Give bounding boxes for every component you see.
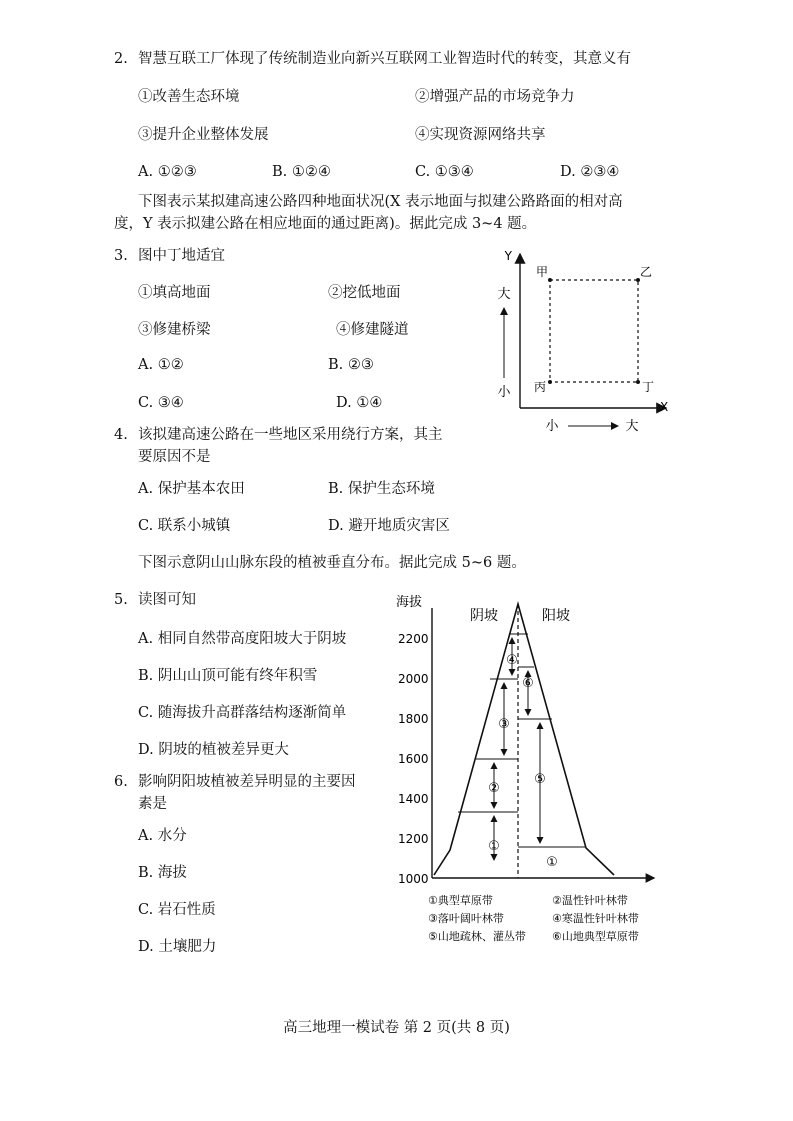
corner-bing: 丙 bbox=[534, 380, 547, 394]
page-footer: 高三地理一模试卷 第 2 页(共 8 页) bbox=[283, 1020, 510, 1036]
legend-1: ①典型草原带 bbox=[428, 894, 493, 907]
q2-stem: 智慧互联工厂体现了传统制造业向新兴互联网工业智造时代的转变，其意义有 bbox=[138, 51, 631, 67]
q2-option-b[interactable]: B. ①②④ bbox=[272, 164, 331, 180]
corner-yi: 乙 bbox=[640, 265, 653, 279]
zone-mark-shady-1: ① bbox=[488, 839, 500, 854]
legend-6: ⑥山地典型草原带 bbox=[552, 930, 639, 943]
q6-option-c[interactable]: C. 岩石性质 bbox=[138, 902, 216, 918]
q4-option-b[interactable]: B. 保护生态环境 bbox=[328, 481, 435, 497]
q4-option-a[interactable]: A. 保护基本农田 bbox=[138, 481, 245, 497]
zone-mark-sunny-6: ⑥ bbox=[522, 676, 534, 691]
zone-mark-shady-3: ③ bbox=[498, 717, 510, 732]
q5-number: 5. bbox=[114, 592, 128, 608]
legend-2: ②温性针叶林带 bbox=[552, 894, 628, 907]
q3-item-1: ①填高地面 bbox=[138, 285, 211, 301]
q2-item-1: ①改善生态环境 bbox=[138, 89, 240, 105]
x-small-label: 小 bbox=[545, 419, 559, 434]
q5-option-b[interactable]: B. 阴山山顶可能有终年积雪 bbox=[138, 668, 318, 684]
altitude-axis-title: 海拔 bbox=[396, 595, 423, 610]
q3-item-4: ④修建隧道 bbox=[336, 322, 409, 338]
y-big-label: 大 bbox=[497, 287, 511, 302]
intro-5-6: 下图示意阴山山脉东段的植被垂直分布。据此完成 5~6 题。 bbox=[138, 555, 526, 571]
tick-1400: 1400 bbox=[398, 792, 429, 806]
q5-option-d[interactable]: D. 阴坡的植被差异更大 bbox=[138, 742, 289, 758]
q4-stem-line1: 该拟建高速公路在一些地区采用绕行方案，其主 bbox=[138, 427, 443, 443]
corner-ding: 丁 bbox=[642, 380, 655, 394]
q4-option-d[interactable]: D. 避开地质灾害区 bbox=[328, 518, 450, 534]
q6-stem-line2: 素是 bbox=[138, 796, 167, 812]
q2-item-4: ④实现资源网络共享 bbox=[415, 127, 546, 143]
zone-mark-shady-4: ④ bbox=[506, 653, 518, 668]
q4-option-c[interactable]: C. 联系小城镇 bbox=[138, 518, 231, 534]
q3-option-c[interactable]: C. ③④ bbox=[138, 395, 184, 411]
q2-option-a[interactable]: A. ①②③ bbox=[138, 164, 197, 180]
q3-option-b[interactable]: B. ②③ bbox=[328, 357, 374, 373]
q2-item-3: ③提升企业整体发展 bbox=[138, 127, 269, 143]
q4-number: 4. bbox=[114, 427, 128, 443]
tick-1600: 1600 bbox=[398, 752, 429, 766]
q6-stem-line1: 影响阴阳坡植被差异明显的主要因 bbox=[138, 774, 356, 790]
tick-1200: 1200 bbox=[398, 832, 429, 846]
y-small-label: 小 bbox=[497, 385, 511, 400]
corner-jia: 甲 bbox=[536, 265, 549, 279]
legend-4: ④寒温性针叶林带 bbox=[552, 912, 639, 925]
q2-number: 2. bbox=[114, 51, 128, 67]
tick-1800: 1800 bbox=[398, 712, 429, 726]
q3-stem: 图中丁地适宜 bbox=[138, 248, 225, 264]
q2-option-d[interactable]: D. ②③④ bbox=[560, 164, 620, 180]
zone-mark-sunny-1: ① bbox=[546, 855, 558, 870]
shady-slope-label: 阴坡 bbox=[470, 608, 498, 624]
sunny-slope-label: 阳坡 bbox=[542, 608, 570, 624]
legend-5: ⑤山地疏林、灌丛带 bbox=[428, 930, 526, 943]
intro-3-4-line1: 下图表示某拟建高速公路四种地面状况(X 表示地面与拟建公路路面的相对高 bbox=[138, 194, 623, 210]
q3-option-a[interactable]: A. ①② bbox=[138, 357, 184, 373]
q4-stem-line2: 要原因不是 bbox=[138, 449, 211, 465]
q5-option-c[interactable]: C. 随海拔升高群落结构逐渐简单 bbox=[138, 705, 347, 721]
zone-mark-shady-2: ② bbox=[488, 781, 500, 796]
tick-1000: 1000 bbox=[398, 872, 429, 886]
q6-option-b[interactable]: B. 海拔 bbox=[138, 865, 187, 881]
x-axis-label: X bbox=[660, 400, 669, 414]
intro-3-4-line2: 度，Y 表示拟建公路在相应地面的通过距离)。据此完成 3~4 题。 bbox=[114, 216, 537, 232]
legend-3: ③落叶阔叶林带 bbox=[428, 912, 504, 925]
y-axis-label: Y bbox=[504, 249, 512, 263]
q6-number: 6. bbox=[114, 774, 128, 790]
tick-2200: 2200 bbox=[398, 632, 429, 646]
q2-option-c[interactable]: C. ①③④ bbox=[415, 164, 474, 180]
x-big-label: 大 bbox=[625, 419, 639, 434]
q3-item-2: ②挖低地面 bbox=[328, 285, 401, 301]
road-surface-diagram bbox=[490, 248, 675, 438]
vegetation-vertical-zone-diagram bbox=[392, 588, 667, 953]
q5-stem: 读图可知 bbox=[138, 592, 196, 608]
q6-option-d[interactable]: D. 土壤肥力 bbox=[138, 939, 217, 955]
q3-item-3: ③修建桥梁 bbox=[138, 322, 211, 338]
q3-number: 3. bbox=[114, 248, 128, 264]
q6-option-a[interactable]: A. 水分 bbox=[138, 828, 187, 844]
q5-option-a[interactable]: A. 相同自然带高度阳坡大于阴坡 bbox=[138, 631, 347, 647]
q2-item-2: ②增强产品的市场竞争力 bbox=[415, 89, 575, 105]
q3-option-d[interactable]: D. ①④ bbox=[336, 395, 383, 411]
tick-2000: 2000 bbox=[398, 672, 429, 686]
zone-mark-sunny-5: ⑤ bbox=[534, 772, 546, 787]
